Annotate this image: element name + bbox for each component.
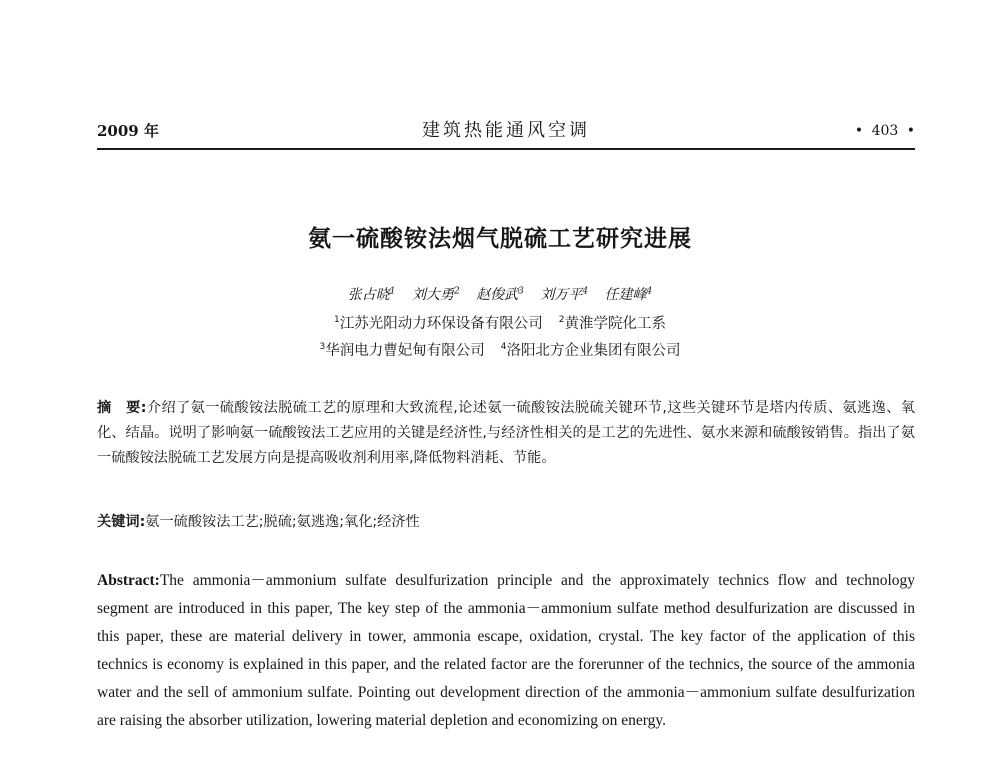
abstract-text: 介绍了氨一硫酸铵法脱硫工艺的原理和大致流程,论述氨一硫酸铵法脱硫关键环节,这些关键环节是塔内传质、氨逃逸、氧化、结晶。说明了影响氨一硫酸铵法工艺应用的关键是经济性,与经济性相关的是工艺的先进性、氨水来源和硫酸铵销售。指出了氨一硫酸铵法脱硫工艺发展方向是提高吸收剂利用率,降低物料消耗、节能。 [97, 400, 915, 466]
abstract-label: 摘 要: [97, 400, 147, 416]
keywords-text: 氨一硫酸铵法工艺;脱硫;氨逃逸;氧化;经济性 [145, 514, 420, 530]
author-list [0, 284, 1000, 306]
abstract-en-text: The ammonia－ammonium sulfate desulfurization principle and the approximately technics flow and technology segment are introduced in this paper, The key step of the ammonia－ammonium sulfate method desulfurization are discussed in this paper, these are material delivery in tower, ammonia escape, oxidation, crystal. The key factor of the application of this technics is economy is explained in this paper, and the related factor are the forerunner of the technics, the source of the ammonia water and the sell of ammonium sulfate. Pointing out development direction of the ammonia－ammonium sulfate desulfurization are raising the absorber utilization, lowering material depletion and economizing on energy. [97, 572, 915, 729]
header-page-number: • 403 • [854, 123, 915, 139]
affiliation-line [0, 313, 1000, 335]
running-header [97, 118, 915, 144]
abstract-en-label: Abstract: [97, 572, 160, 589]
author: 刘万平$^4$ [540, 286, 589, 303]
chinese-abstract [97, 396, 915, 471]
author: 刘大勇$^2$ [411, 286, 460, 303]
header-rule [97, 148, 915, 150]
affiliation: $^4$洛阳北方企业集团有限公司 [500, 342, 681, 359]
keywords-label: 关键词: [97, 514, 146, 530]
english-abstract [97, 567, 915, 735]
author: 赵俊武$^3$ [476, 286, 524, 303]
affiliation: $^1$江苏光阳动力环保设备有限公司 [334, 315, 543, 332]
affiliation: $^2$黄淮学院化工系 [558, 315, 666, 332]
header-journal-name: 建筑热能通风空调 [422, 120, 590, 141]
article-title: 氨一硫酸铵法烟气脱硫工艺研究进展 [308, 226, 692, 252]
header-year: 2009 年 [97, 122, 159, 140]
author: 张占晓$^1$ [347, 286, 396, 303]
author: 任建峰$^4$ [604, 286, 653, 303]
affiliation-line [0, 340, 1000, 362]
affiliation: $^3$华润电力曹妃甸有限公司 [319, 342, 485, 359]
keywords [97, 510, 915, 535]
